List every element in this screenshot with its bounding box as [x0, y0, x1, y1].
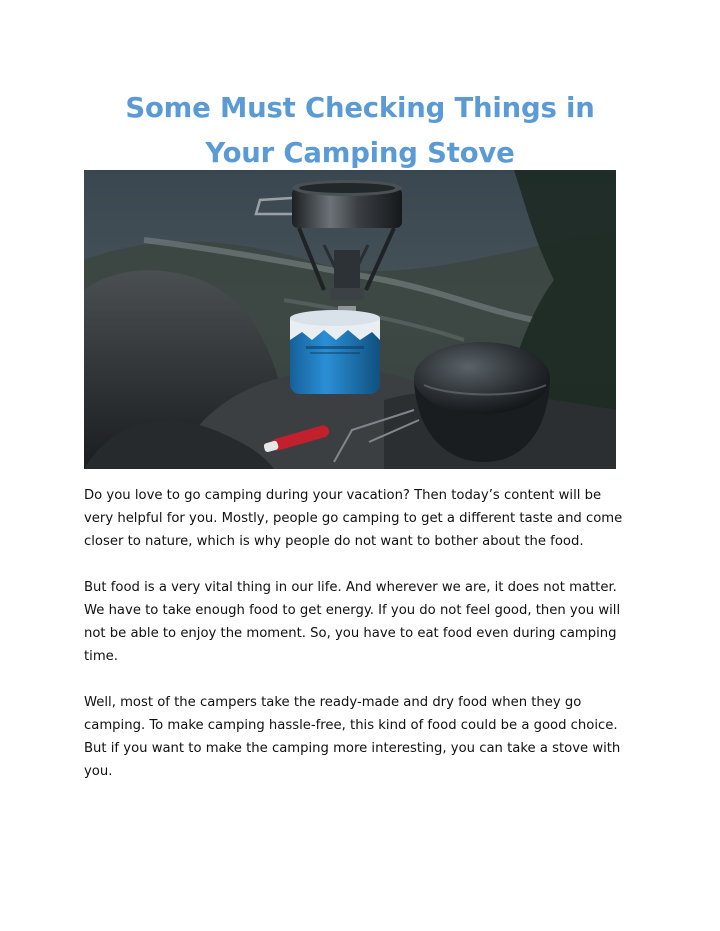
- paragraph-2: But food is a very vital thing in our life. And wherever we are, it does not matter. We have to take enough food to get energy. If you do not feel good, then you will not be able to enjoy the moment. So, you have to eat food even during camping time.: [84, 580, 621, 664]
- title-line-1: Some Must Checking Things in: [125, 92, 595, 124]
- paragraph-1: Do you love to go camping during your vacation? Then today’s content will be very helpful for you. Mostly, people go camping to get a different taste and come closer to nature, which is why people do not want to bother about the food.: [84, 488, 623, 549]
- paragraph-3: Well, most of the campers take the ready-made and dry food when they go camping. To make camping hassle-free, this kind of food could be a good choice. But if you want to make the camping more interesting, you can take a stove with you.: [84, 695, 621, 779]
- title-line-2: Your Camping Stove: [205, 137, 515, 169]
- page-title: [84, 86, 636, 176]
- camping-stove-photo: [84, 170, 616, 469]
- article-body: [84, 484, 629, 806]
